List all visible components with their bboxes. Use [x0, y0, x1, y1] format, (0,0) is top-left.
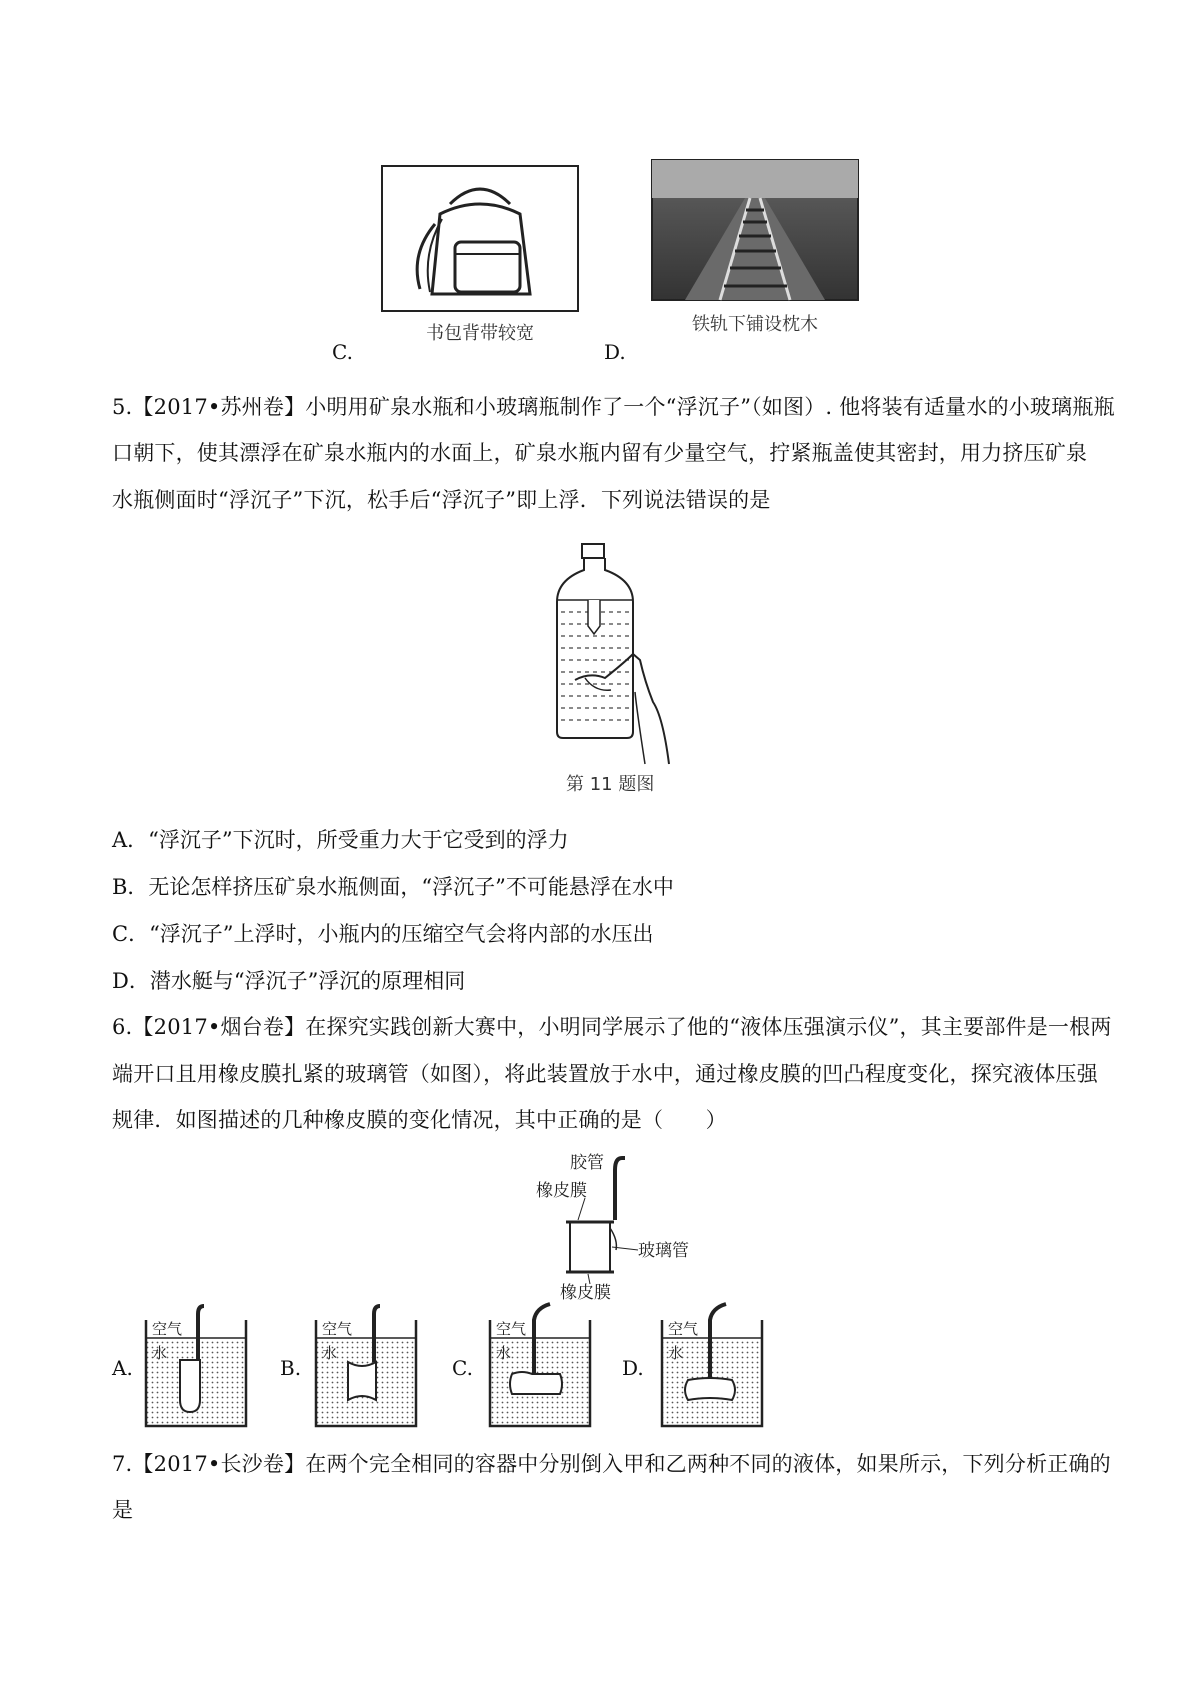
- caption-railway: 铁轨下铺设枕木: [692, 314, 818, 335]
- container-a-water-label: 水: [152, 1344, 168, 1362]
- q6-line-3: 规律．如图描述的几种橡皮膜的变化情况，其中正确的是（ ）: [112, 1108, 727, 1132]
- q5-line-1: 5.【2017•苏州卷】小明用矿泉水瓶和小玻璃瓶制作了一个“浮沉子”（如图）. 他将装有适量水的小玻璃瓶瓶: [112, 395, 1115, 419]
- q7-line-2: 是: [112, 1498, 134, 1522]
- q5-option-a: A．“浮沉子”下沉时，所受重力大于它受到的浮力: [112, 828, 569, 852]
- container-d: [662, 1304, 762, 1426]
- container-c: [490, 1304, 590, 1426]
- container-c-water-label: 水: [496, 1344, 512, 1362]
- option-d-label: D.: [604, 340, 626, 364]
- pressure-device-figure: [530, 1150, 690, 1300]
- container-b-water-label: 水: [322, 1344, 338, 1362]
- q6-option-a-label: A.: [112, 1356, 133, 1380]
- q5-option-d: D．潜水艇与“浮沉子”浮沉的原理相同: [112, 969, 466, 993]
- q7-line-1: 7.【2017•长沙卷】在两个完全相同的容器中分别倒入甲和乙两种不同的液体，如果所示，下列分析正确的: [112, 1452, 1111, 1476]
- q5-option-c: C．“浮沉子”上浮时，小瓶内的压缩空气会将内部的水压出: [112, 922, 654, 946]
- q6-option-b-label: B.: [280, 1356, 302, 1380]
- q5-figure-caption: 第 11 题图: [566, 774, 655, 795]
- label-tube: 胶管: [570, 1153, 604, 1173]
- option-c-label: C.: [332, 340, 353, 364]
- q6-option-d-label: D.: [622, 1356, 644, 1380]
- backpack-figure: [380, 164, 580, 344]
- q6-line-1: 6.【2017•烟台卷】在探究实践创新大赛中，小明同学展示了他的“液体压强演示仪”，其主要部件是一根两: [112, 1015, 1112, 1039]
- q5-option-b: B．无论怎样挤压矿泉水瓶侧面，“浮沉子”不可能悬浮在水中: [112, 875, 674, 899]
- container-b-air-label: 空气: [322, 1320, 353, 1338]
- container-d-water-label: 水: [668, 1344, 684, 1362]
- q5-line-2: 口朝下，使其漂浮在矿泉水瓶内的水面上，矿泉水瓶内留有少量空气，拧紧瓶盖使其密封，用力挤压矿泉: [112, 441, 1088, 465]
- label-membrane-top: 橡皮膜: [536, 1181, 587, 1201]
- cartesian-diver-figure: [545, 542, 675, 767]
- container-a: [146, 1306, 246, 1426]
- q6-options-figure: [140, 1300, 770, 1430]
- container-d-air-label: 空气: [668, 1320, 699, 1338]
- container-c-air-label: 空气: [496, 1320, 527, 1338]
- caption-backpack: 书包背带较宽: [426, 323, 534, 344]
- q6-option-c-label: C.: [452, 1356, 473, 1380]
- container-b: [316, 1306, 416, 1426]
- label-membrane-bottom: 橡皮膜: [560, 1283, 611, 1300]
- q6-line-2: 端开口且用橡皮膜扎紧的玻璃管（如图），将此装置放于水中，通过橡皮膜的凹凸程度变化，探究液体压强: [112, 1062, 1098, 1086]
- q5-line-3: 水瓶侧面时“浮沉子”下沉，松手后“浮沉子”即上浮．下列说法错误的是: [112, 488, 771, 512]
- railway-figure: [650, 158, 860, 344]
- container-a-air-label: 空气: [152, 1320, 183, 1338]
- label-glass-tube: 玻璃管: [638, 1241, 689, 1261]
